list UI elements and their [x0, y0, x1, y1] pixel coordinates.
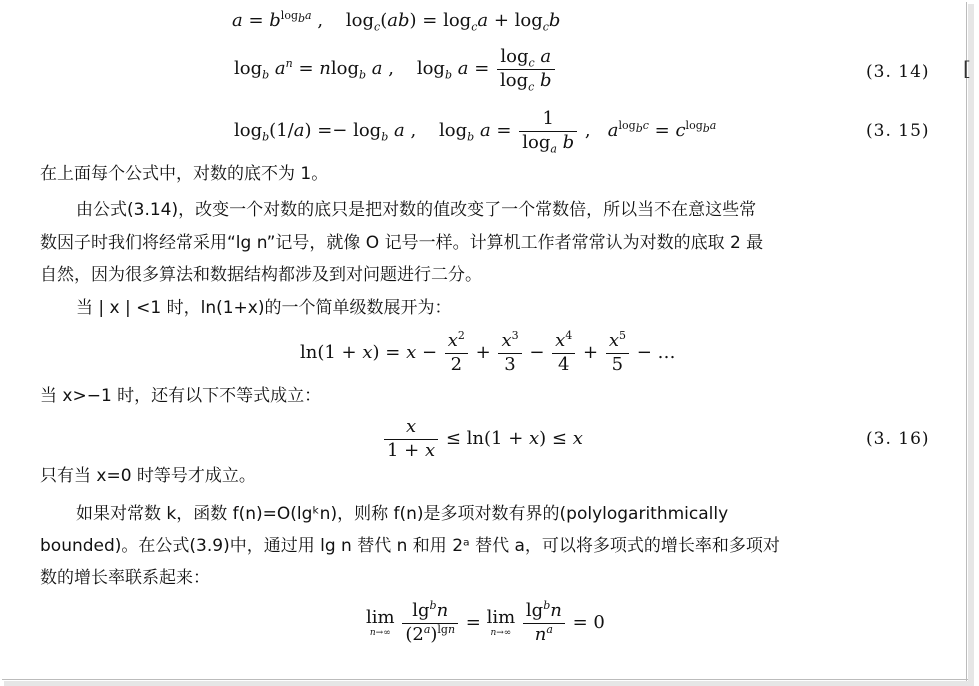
equation-3-15: $\log_b(1/a) =- \log_b a$ , $\log_b a$ = $\frac{1}{\log_a b}$ , $a^{log_bc} = c^{log_ba}$ [234, 108, 717, 156]
equation-number-3-15: (3. 15) [866, 121, 930, 141]
paragraph-equality-condition: 只有当 x=0 时等号才成立。 [40, 466, 256, 486]
equation-number-3-14: (3. 14) [866, 62, 930, 82]
page-shadow-bottom [4, 681, 974, 686]
equation-3-16: $\frac{x}{1 + x}$ ≤ ln(1 + x) ≤ x [382, 416, 583, 462]
paragraph-change-of-base-line1: 由公式(3.14)，改变一个对数的底只是把对数的值改变了一个常数倍，所以当不在意这些常 [76, 200, 757, 220]
paragraph-inequality-intro: 当 x>−1 时，还有以下不等式成立： [40, 386, 322, 406]
equation-3-14: $\log_b a^n = nlog_b$ a , $\log_b a$ = $\frac{\log_c a}{\log_c b}$ [234, 46, 557, 92]
paragraph-series-intro: 当 | x | <1 时，ln(1+x)的一个简单级数展开为： [76, 298, 452, 318]
page-frame-bottom-edge [2, 679, 968, 680]
equation-ln-series: ln(1 + x) = x − $\frac{x^2}{2}$ + $\frac{x^3}{3}$ − $\frac{x^4}{4}$ + $\frac{x^5}{5}$ − … [300, 329, 676, 375]
paragraph-polylog-line3: 数的增长率联系起来： [40, 568, 210, 588]
paragraph-polylog-line1: 如果对常数 k，函数 f(n)=O(lgᵏn)，则称 f(n)是多项对数有界的(polylogarithmically [76, 504, 729, 524]
equation-limit: lim n→∞ $\frac{\lg^bn}{(2^a)^{lgn}}$ = lim n→∞ $\frac{\lg^bn}{n^a}$ = 0 [366, 599, 605, 645]
paragraph-change-of-base-line3: 自然，因为很多算法和数据结构都涉及到对问题进行二分。 [40, 265, 482, 285]
bracket-mark: [ [963, 56, 971, 80]
equation-number-3-16: (3. 16) [866, 429, 930, 449]
paragraph-polylog-line2: bounded)。在公式(3.9)中，通过用 lg n 替代 n 和用 2ᵃ 替代 a，可以将多项式的增长率和多项对 [40, 536, 780, 556]
page-shadow-right [968, 4, 974, 682]
equation-log-identities: $a = b^{log_ba}$ , $\log_c(ab) = \log_ca + \log_cb$ [232, 9, 561, 34]
page-frame-right-edge [966, 2, 967, 682]
paragraph-change-of-base-line2: 数因子时我们将经常采用“lg n”记号，就像 O 记号一样。计算机工作者常常认为对数的底取 2 最 [40, 233, 764, 253]
paragraph-log-base-note: 在上面每个公式中，对数的底不为 1。 [40, 164, 329, 184]
